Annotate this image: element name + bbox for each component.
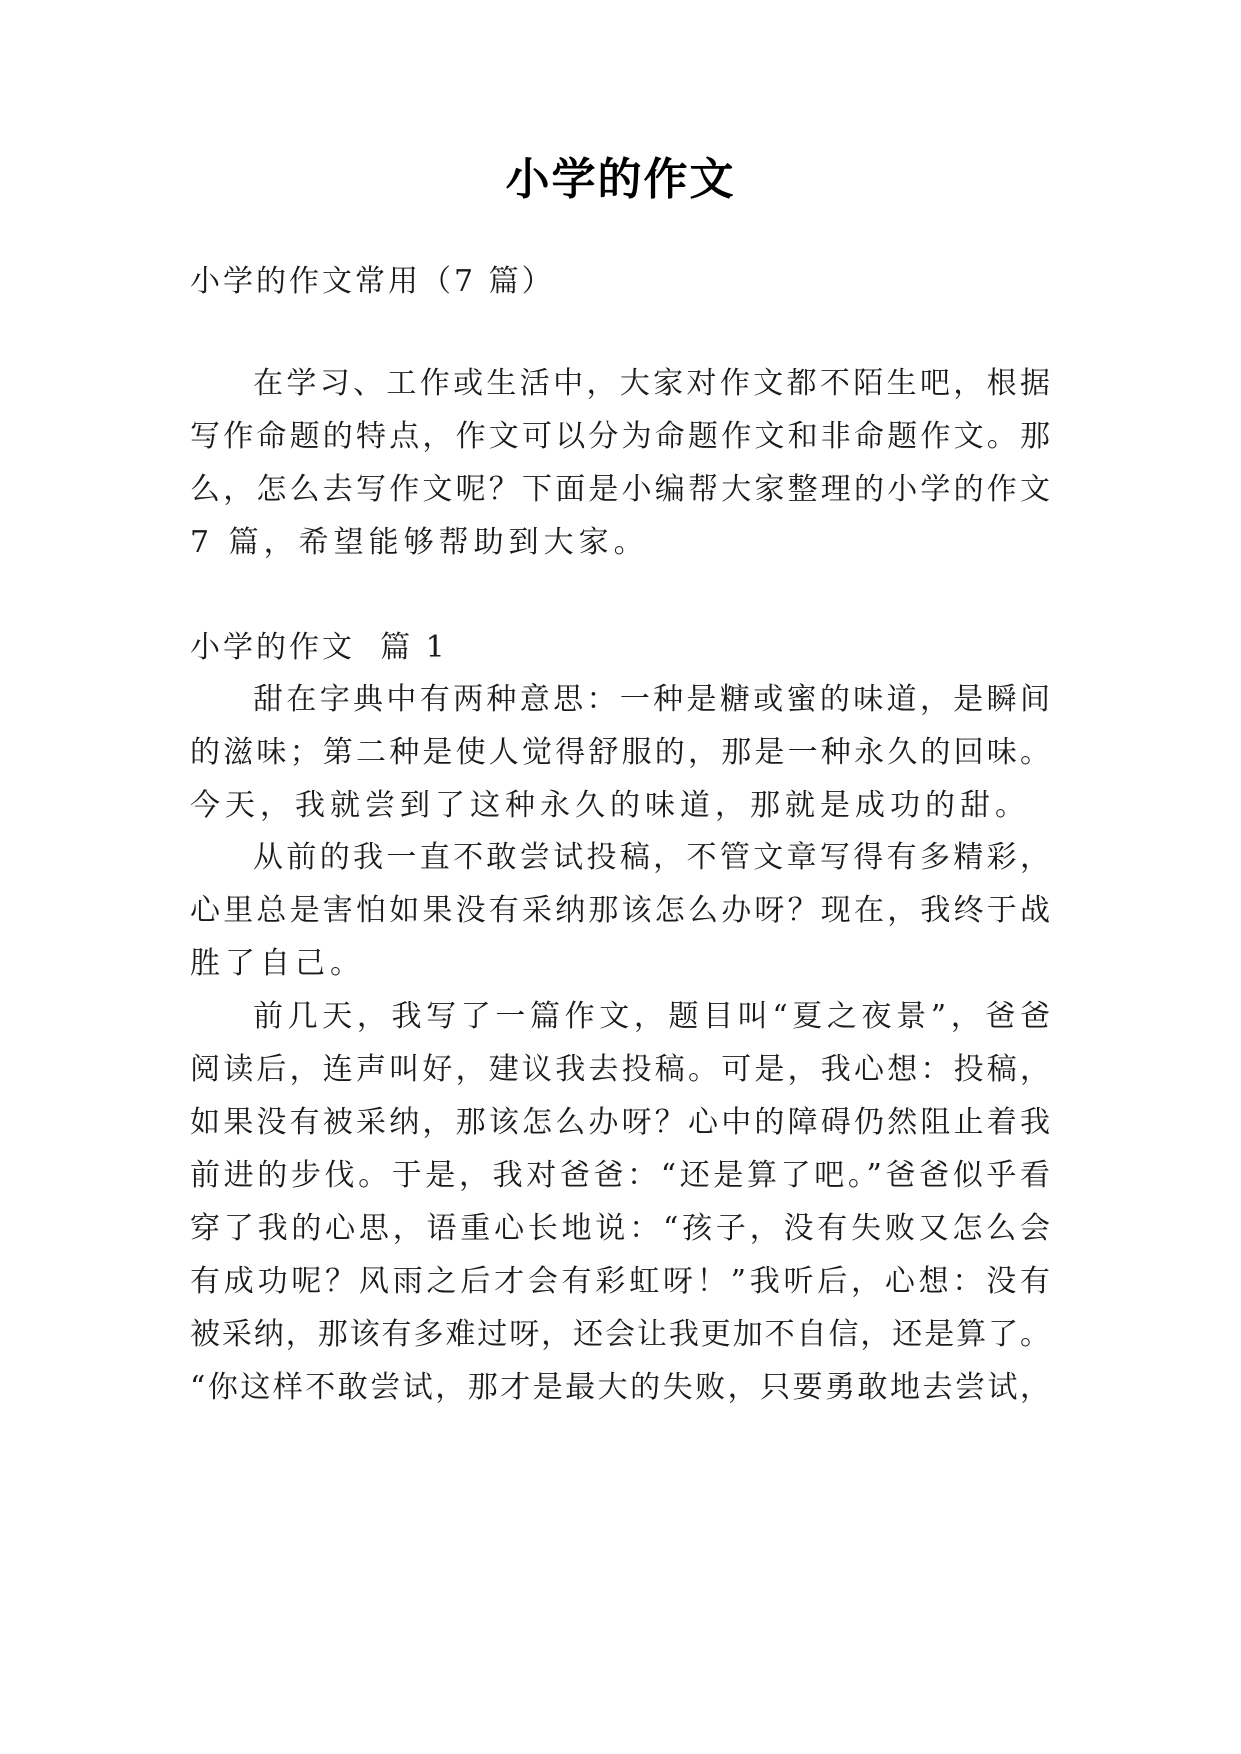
paragraph-line: 前几天，我写了一篇作文，题目叫“夏之夜景”，爸爸 [253,999,1050,1034]
intro-line: 么，怎么去写作文呢？下面是小编帮大家整理的小学的作文 [190,472,1050,507]
document-subtitle: 小学的作文常用（7 篇） [190,264,555,299]
paragraph-line: 前进的步伐。于是，我对爸爸：“还是算了吧。”爸爸似乎看 [190,1158,1050,1193]
paragraph-line: 今天，我就尝到了这种永久的味道，那就是成功的甜。 [190,788,1030,823]
section-heading: 小学的作文 篇 1 [190,630,448,665]
paragraph-line: 甜在字典中有两种意思：一种是糖或蜜的味道，是瞬间 [253,682,1050,717]
paragraph-line: “你这样不敢尝试，那才是最大的失败，只要勇敢地去尝试， [190,1370,1050,1405]
intro-line: 写作命题的特点，作文可以分为命题作文和非命题作文。那 [190,419,1050,454]
paragraph-line: 胜了自己。 [190,946,365,981]
paragraph-line: 被采纳，那该有多难过呀，还会让我更加不自信，还是算了。 [190,1317,1050,1352]
paragraph-line: 穿了我的心思，语重心长地说：“孩子，没有失败又怎么会 [190,1211,1050,1246]
paragraph-line: 有成功呢？风雨之后才会有彩虹呀！”我听后，心想：没有 [190,1264,1050,1299]
paragraph-line: 阅读后，连声叫好，建议我去投稿。可是，我心想：投稿， [190,1052,1050,1087]
intro-line: 在学习、工作或生活中，大家对作文都不陌生吧，根据 [253,366,1050,401]
paragraph-line: 心里总是害怕如果没有采纳那该怎么办呀？现在，我终于战 [190,893,1050,928]
document-title: 小学的作文 [505,154,736,205]
paragraph-line: 的滋味；第二种是使人觉得舒服的，那是一种永久的回味。 [190,735,1050,770]
intro-line: 7 篇，希望能够帮助到大家。 [190,525,649,560]
paragraph-line: 从前的我一直不敢尝试投稿，不管文章写得有多精彩， [253,840,1050,875]
paragraph-line: 如果没有被采纳，那该怎么办呀？心中的障碍仍然阻止着我 [190,1105,1050,1140]
